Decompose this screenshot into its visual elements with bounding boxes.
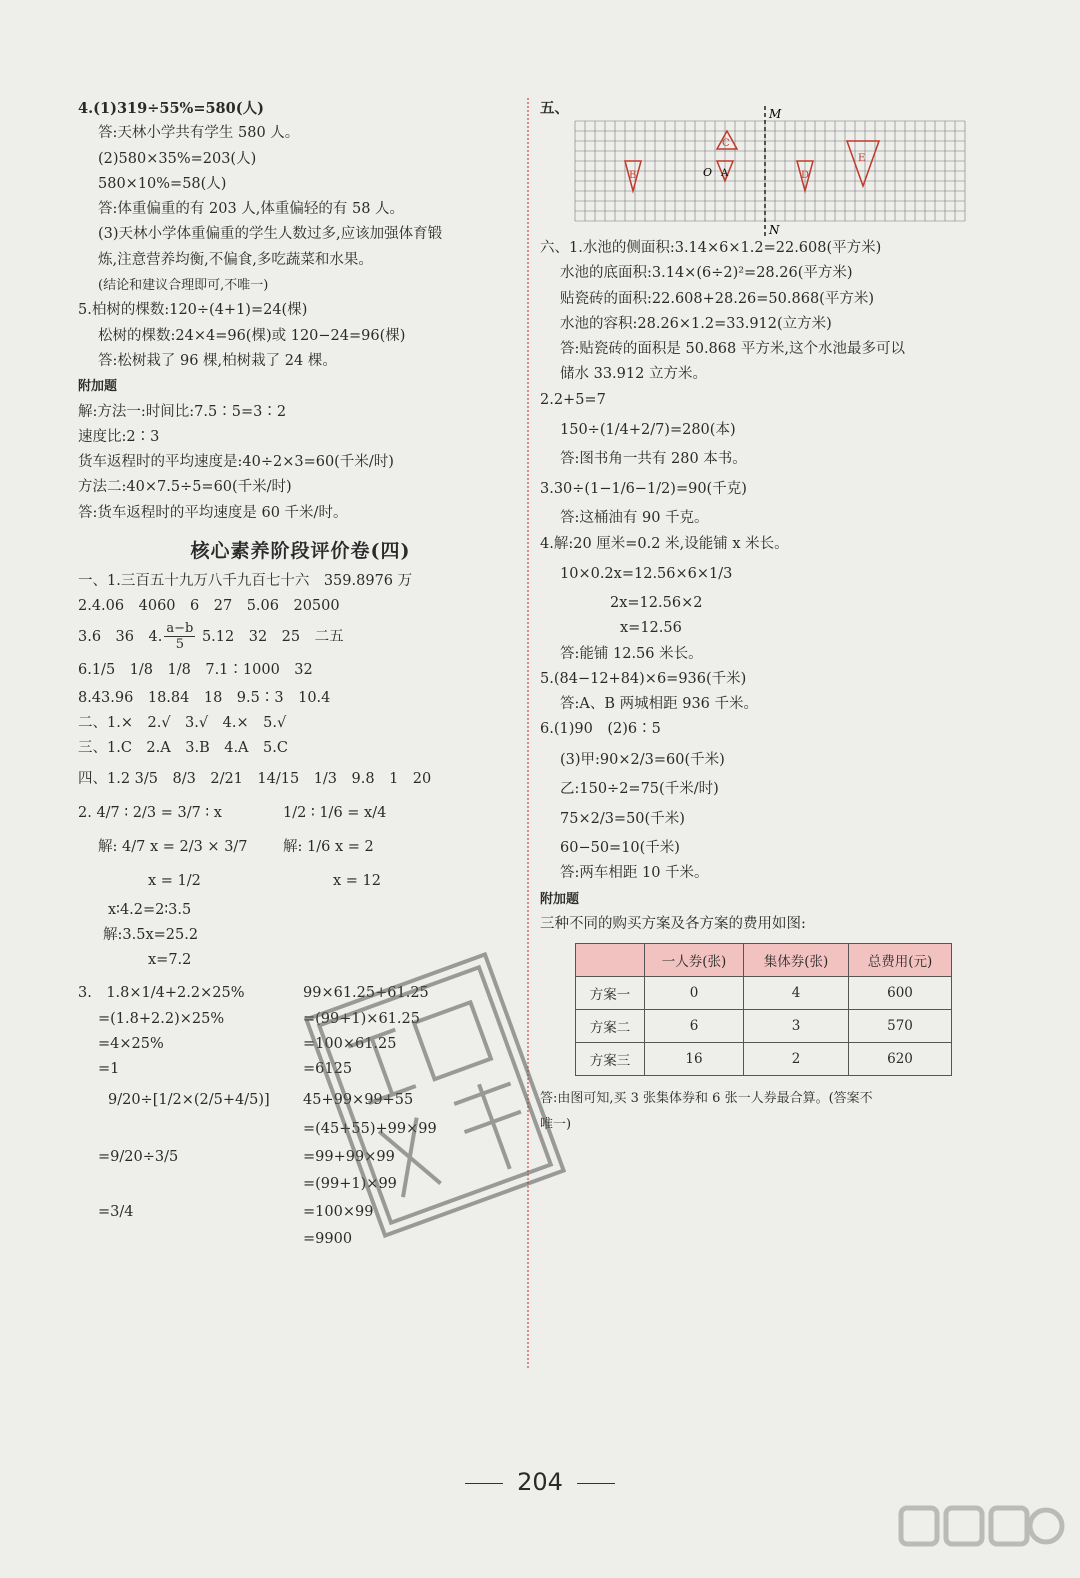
- s1-line: [78, 620, 523, 654]
- calc-b: =100×99: [303, 1204, 374, 1221]
- table-header-row: [576, 944, 952, 977]
- q4-line: 10×0.2x=12.56×6×1/3: [560, 565, 733, 582]
- right-column: [540, 96, 1000, 1137]
- s1-line: 6.1/5 1/8 1/8 7.1∶1000 32: [78, 661, 313, 678]
- q4-line: (3)天林小学体重偏重的学生人数过多,应该加强体育锻: [98, 226, 443, 243]
- q4-line: 答:能铺 12.56 米长。: [560, 645, 703, 662]
- q6b-line: 6.(1)90 (2)6∶5: [540, 721, 661, 738]
- section-title: 核心素养阶段评价卷(四): [190, 540, 411, 563]
- s4-row: [78, 830, 523, 864]
- calc-a: =9/20÷3/5: [98, 1148, 179, 1165]
- calc-b: 99×61.25+61.25: [303, 985, 429, 1002]
- calc-a: 3. 1.8×1/4+2.2×25%: [78, 985, 245, 1002]
- calc-a: =4×25%: [98, 1036, 164, 1053]
- q6b-line: (3)甲:90×2/3=60(千米): [560, 751, 725, 768]
- fraction-denominator: 5: [175, 637, 184, 653]
- s1-line: 2.4.06 4060 6 27 5.06 20500: [78, 598, 340, 615]
- table-cell: 6: [645, 1010, 744, 1043]
- q6b-line: 75×2/3=50(千米): [560, 811, 685, 828]
- calc-a: =(1.8+2.2)×25%: [98, 1010, 225, 1027]
- q5-line: 5.(84−12+84)×6=936(千米): [540, 670, 747, 687]
- stamp-watermark: [300, 950, 570, 1240]
- q6-line: 六、1.水池的侧面积:3.14×6×1.2=22.608(平方米): [540, 240, 882, 256]
- calc-b: =(99+1)×61.25: [303, 1010, 420, 1027]
- q4-line: 4.解:20 厘米=0.2 米,设能铺 x 米长。: [540, 535, 789, 552]
- s4-eq-a: 解: 4/7 x = 2/3 × 3/7: [98, 838, 248, 855]
- table-cell: 3: [744, 1010, 849, 1043]
- q4-line: 2x=12.56×2: [610, 594, 703, 611]
- extra-line: 货车返程时的平均速度是:40÷2×3=60(千米/时): [78, 454, 394, 471]
- s1-line-a: 3.6 36 4.: [78, 628, 163, 645]
- q3-line: 答:这桶油有 90 千克。: [560, 510, 709, 527]
- calc-b: =99+99×99: [303, 1148, 395, 1165]
- q5-line: 5.柏树的棵数:120÷(4+1)=24(棵): [78, 302, 308, 319]
- table-cell: 方案三: [576, 1043, 645, 1076]
- s4-eq-a: 2. 4/7 ∶ 2/3 = 3/7 ∶ x: [78, 804, 222, 821]
- extra-line: 解:方法一:时间比:7.5∶5=3∶2: [78, 403, 287, 420]
- plan-table: [575, 943, 952, 1076]
- s1-line-b: 5.12 32 25 二五: [201, 628, 344, 645]
- table-cell: 570: [849, 1010, 952, 1043]
- s1-line: 8.43.96 18.84 18 9.5∶3 10.4: [78, 689, 331, 706]
- label-C: C: [722, 138, 730, 149]
- table-cell: 600: [849, 977, 952, 1010]
- table-cell: 2: [744, 1043, 849, 1076]
- table-header: 集体券(张): [744, 944, 849, 977]
- fraction: [164, 621, 195, 652]
- calc-b: =100×61.25: [303, 1036, 397, 1053]
- q5-line: 答:松树栽了 96 棵,柏树栽了 24 棵。: [98, 352, 337, 369]
- q6-line: 水池的容积:28.26×1.2=33.912(立方米): [560, 315, 832, 332]
- q6-line: 储水 33.912 立方米。: [560, 366, 707, 383]
- label-N: N: [769, 223, 780, 236]
- s2-line: 二、1.× 2.√ 3.√ 4.× 5.√: [78, 714, 287, 731]
- s4-eq-b: 1/2 ∶ 1/6 = x/4: [283, 804, 387, 821]
- s4-row: [78, 864, 523, 898]
- q4-line: 炼,注意营养均衡,不偏食,多吃蔬菜和水果。: [98, 251, 373, 268]
- s4-line: 解:3.5x=25.2: [103, 926, 199, 943]
- label-A: A: [721, 168, 729, 179]
- table-row: [576, 1010, 952, 1043]
- corner-watermark: [896, 1500, 1066, 1570]
- extra-line: 三种不同的购买方案及各方案的费用如图:: [540, 915, 806, 932]
- label-E: E: [858, 153, 866, 164]
- label-B: B: [629, 170, 637, 181]
- q5-line: 答:A、B 两城相距 936 千米。: [560, 696, 759, 713]
- extra-answer: 答:由图可知,买 3 张集体券和 6 张一人券最合算。(答案不: [540, 1091, 873, 1107]
- table-cell: 0: [645, 977, 744, 1010]
- s4-eq-b: 解: 1/6 x = 2: [283, 838, 374, 855]
- q4-line: 答:体重偏重的有 203 人,体重偏轻的有 58 人。: [98, 201, 405, 218]
- q6-line: 贴瓷砖的面积:22.608+28.26=50.868(平方米): [560, 290, 874, 307]
- table-header: [576, 944, 645, 977]
- label-D: D: [801, 170, 810, 181]
- extra-answer: 唯一): [540, 1116, 572, 1132]
- table-cell: 方案二: [576, 1010, 645, 1043]
- q4-line: 答:天林小学共有学生 580 人。: [98, 125, 300, 142]
- table-cell: 方案一: [576, 977, 645, 1010]
- q6b-line: 答:两车相距 10 千米。: [560, 865, 709, 882]
- calc-a: 9/20÷[1/2×(2/5+4/5)]: [108, 1091, 270, 1108]
- calc-a: =3/4: [98, 1204, 134, 1221]
- q5-label: 五、: [540, 100, 569, 117]
- q5-line: 松树的棵数:24×4=96(棵)或 120−24=96(棵): [98, 327, 406, 344]
- extra-line: 速度比:2∶3: [78, 428, 160, 445]
- s4-row: [78, 796, 523, 830]
- label-O: O: [703, 166, 713, 179]
- calc-b: =(45+55)+99×99: [303, 1120, 437, 1137]
- s4-eq-a: x = 1/2: [148, 872, 201, 889]
- q4-line: 4.(1)319÷55%=580(人): [78, 100, 264, 117]
- q4-line: 580×10%=58(人): [98, 175, 227, 192]
- table-row: [576, 977, 952, 1010]
- q6b-line: 60−50=10(千米): [560, 840, 680, 857]
- s3-line: 三、1.C 2.A 3.B 4.A 5.C: [78, 740, 288, 757]
- table-cell: 16: [645, 1043, 744, 1076]
- table-header: 一人券(张): [645, 944, 744, 977]
- grid-svg: [570, 106, 970, 236]
- extra-line: 方法二:40×7.5÷5=60(千米/时): [78, 479, 292, 496]
- s4-line: x∶4.2=2∶3.5: [108, 901, 192, 918]
- q4-line: (2)580×35%=203(人): [98, 150, 257, 167]
- q3-line: 3.30÷(1−1/6−1/2)=90(千克): [540, 481, 747, 498]
- q4-note: (结论和建议合理即可,不唯一): [98, 278, 269, 294]
- s4-line: 四、1.2 3/5 8/3 2/21 14/15 1/3 9.8 1 20: [78, 770, 432, 787]
- calc-b: =9900: [303, 1231, 353, 1248]
- s4-line: x=7.2: [148, 952, 192, 969]
- page-number: 204: [0, 1468, 1080, 1496]
- q2-line: 答:图书角一共有 280 本书。: [560, 451, 747, 468]
- q6-line: 答:贴瓷砖的面积是 50.868 平方米,这个水池最多可以: [560, 341, 905, 358]
- fraction-numerator: a−b: [166, 621, 194, 637]
- grid-figure: [540, 96, 1000, 236]
- table-row: [576, 1043, 952, 1076]
- q4-line: x=12.56: [620, 620, 682, 637]
- q6-line: 水池的底面积:3.14×(6÷2)²=28.26(平方米): [560, 265, 853, 282]
- q2-line: 2.2+5=7: [540, 391, 606, 408]
- table-cell: 620: [849, 1043, 952, 1076]
- calc-b: =(99+1)×99: [303, 1175, 397, 1192]
- table-cell: 4: [744, 977, 849, 1010]
- q6b-line: 乙:150÷2=75(千米/时): [560, 780, 719, 797]
- extra-title: 附加题: [540, 891, 580, 907]
- calc-a: =1: [98, 1061, 120, 1078]
- q2-line: 150÷(1/4+2/7)=280(本): [560, 422, 736, 439]
- label-M: M: [769, 107, 782, 121]
- calc-b: 45+99×99+55: [303, 1091, 414, 1108]
- s4-eq-b: x = 12: [333, 872, 381, 889]
- s1-line: 一、1.三百五十九万八千九百七十六 359.8976 万: [78, 573, 413, 590]
- table-header: 总费用(元): [849, 944, 952, 977]
- extra-title: 附加题: [78, 379, 118, 395]
- extra-line: 答:货车返程时的平均速度是 60 千米/时。: [78, 504, 348, 521]
- calc-b: =6125: [303, 1061, 353, 1078]
